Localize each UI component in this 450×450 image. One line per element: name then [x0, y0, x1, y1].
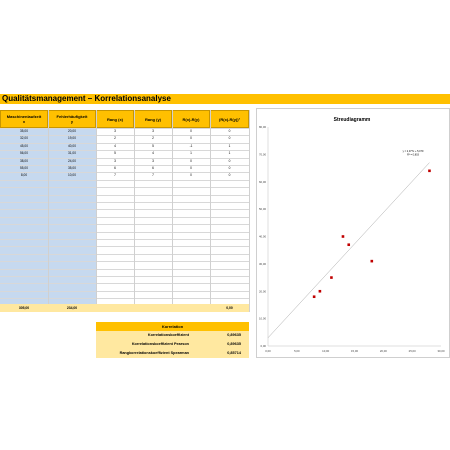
table-cell: 1: [228, 151, 231, 156]
header-rank-diff-label: R(x)-R(y): [182, 116, 200, 122]
grid-line: [0, 254, 249, 255]
korrelation-value: 0,89635: [227, 333, 241, 337]
grid-line: [0, 239, 249, 240]
grid-line: [0, 224, 249, 225]
table-cell: 6: [114, 166, 116, 170]
chart-frame[interactable]: [256, 108, 450, 358]
table-cell: 0: [228, 136, 231, 141]
korrelation-row: [96, 340, 249, 349]
table-cell: 2: [114, 136, 116, 141]
table-cell: 32,00: [20, 136, 28, 141]
table-cell: 24,00: [68, 158, 76, 163]
header-y: [48, 110, 96, 128]
grid-line: [0, 195, 249, 196]
grid-line: [0, 217, 249, 218]
table-cell: 3: [152, 129, 154, 133]
grid-line: [0, 283, 249, 284]
table-cell: 10,00: [68, 173, 76, 178]
table-cell: 0: [228, 166, 231, 170]
table-cell: 8,00: [20, 173, 28, 178]
table-cell: 35,00: [68, 166, 76, 170]
table-cell: 31,00: [68, 151, 76, 156]
x-tick-label: 5,00: [294, 349, 300, 353]
grid-line: [0, 180, 249, 181]
trend-equation: y = 2,077x + 5,079: [402, 150, 424, 153]
grid-line: [0, 269, 249, 270]
grid-line: [0, 291, 249, 292]
table-cell: 19,00: [68, 136, 76, 141]
page-title: Qualitätsmanagement – Korrelationsanalyse: [0, 94, 450, 104]
y-tick-label: 80,00: [259, 125, 266, 129]
y-tick-label: 20,00: [259, 289, 266, 294]
table-cell: 3: [114, 129, 116, 133]
grid-line: [0, 276, 249, 277]
table-cell: 6: [152, 166, 154, 170]
chart-title: Streudiagramm: [333, 117, 371, 123]
header-y-label: Fehlerhäufigkeit: [56, 114, 88, 119]
y-tick-label: 0,00: [260, 344, 266, 348]
x-tick-label: 10,00: [322, 349, 330, 353]
korrelation-label: Korrelationskoeffizient: [147, 333, 189, 337]
header-rank-diff: [172, 110, 210, 128]
grid-column-line: [249, 110, 250, 312]
header-rank-diff-squared-label: (R(x)-R(y))²: [219, 116, 240, 122]
header-x: [0, 110, 48, 128]
x-tick-label: 15,00: [351, 349, 358, 353]
table-cell: 0: [228, 129, 231, 133]
table-cell: 0: [228, 158, 231, 163]
table-cell: 1: [228, 143, 231, 148]
grid-line: [0, 246, 249, 247]
header-x-label: Maschinenlaufzeit: [6, 114, 42, 119]
x-tick-label: 0,00: [265, 349, 271, 353]
korrelation-row: [96, 349, 249, 358]
korrelation-row: [96, 331, 249, 340]
table-cell: 55,00: [20, 166, 28, 170]
table-cell: 40,00: [68, 143, 76, 148]
table-cell: 5: [152, 143, 154, 148]
korrelation-value: 0,85714: [227, 351, 241, 355]
total-x: 305,00: [18, 306, 30, 310]
table-cell: 0: [190, 173, 192, 178]
table-cell: 0: [190, 166, 192, 170]
grid-line: [0, 298, 249, 299]
header-rank-y-label: Rang (y): [145, 116, 161, 122]
table-cell: -1: [189, 143, 193, 148]
table-cell: 0: [190, 136, 192, 141]
table-cell: 4: [114, 143, 116, 148]
header-rank-diff-squared: [210, 110, 249, 128]
table-cell: 7: [152, 173, 154, 178]
table-cell: 3: [152, 158, 154, 163]
grid-line: [0, 202, 249, 203]
korrelation-label: Rangkorrelationskoeffizient Spearman: [119, 351, 189, 355]
header-rank-x: [96, 110, 134, 128]
table-cell: 7: [114, 173, 116, 178]
table-cell: 0: [190, 129, 192, 133]
header-rank-x-label: Rang (x): [107, 116, 123, 122]
table-cell: 45,00: [20, 143, 28, 148]
x-tick-label: 25,00: [408, 349, 416, 353]
table-cell: 20,00: [68, 129, 76, 133]
table-cell: 5: [114, 151, 116, 156]
total-rank-diff-squared: 0,00: [226, 306, 233, 310]
table-cell: 56,00: [20, 151, 28, 156]
grid-line: [0, 187, 249, 188]
table-cell: 0: [228, 173, 231, 178]
korrelation-label: Korrelationskoeffizient Pearson: [131, 342, 189, 346]
table-cell: 35,00: [20, 129, 28, 133]
x-tick-label: 30,00: [437, 349, 445, 353]
grid-line: [0, 232, 249, 233]
x-tick-label: 20,00: [379, 349, 387, 353]
y-tick-label: 60,00: [259, 179, 266, 184]
total-y: 234,00: [66, 306, 78, 310]
header-y-sub: y: [70, 119, 74, 124]
grid-line: [0, 209, 249, 210]
korrelation-header: Korrelation: [96, 322, 249, 331]
grid-line: [0, 261, 249, 262]
table-cell: 2: [152, 136, 154, 141]
table-cell: 4: [152, 151, 154, 156]
table-cell: 0: [190, 158, 192, 163]
y-tick-label: 70,00: [259, 152, 266, 157]
y-tick-label: 10,00: [259, 316, 266, 321]
header-x-sub: x: [22, 119, 26, 124]
header-rank-y: [134, 110, 172, 128]
table-cell: 3: [114, 158, 116, 163]
table-cell: 1: [190, 151, 192, 156]
r-squared-label: R² = 0,803: [407, 153, 419, 157]
korrelation-value: 0,89635: [227, 342, 241, 346]
y-tick-label: 40,00: [259, 234, 266, 239]
y-tick-label: 30,00: [259, 261, 266, 266]
y-tick-label: 50,00: [259, 207, 266, 212]
table-cell: 38,00: [20, 158, 28, 163]
